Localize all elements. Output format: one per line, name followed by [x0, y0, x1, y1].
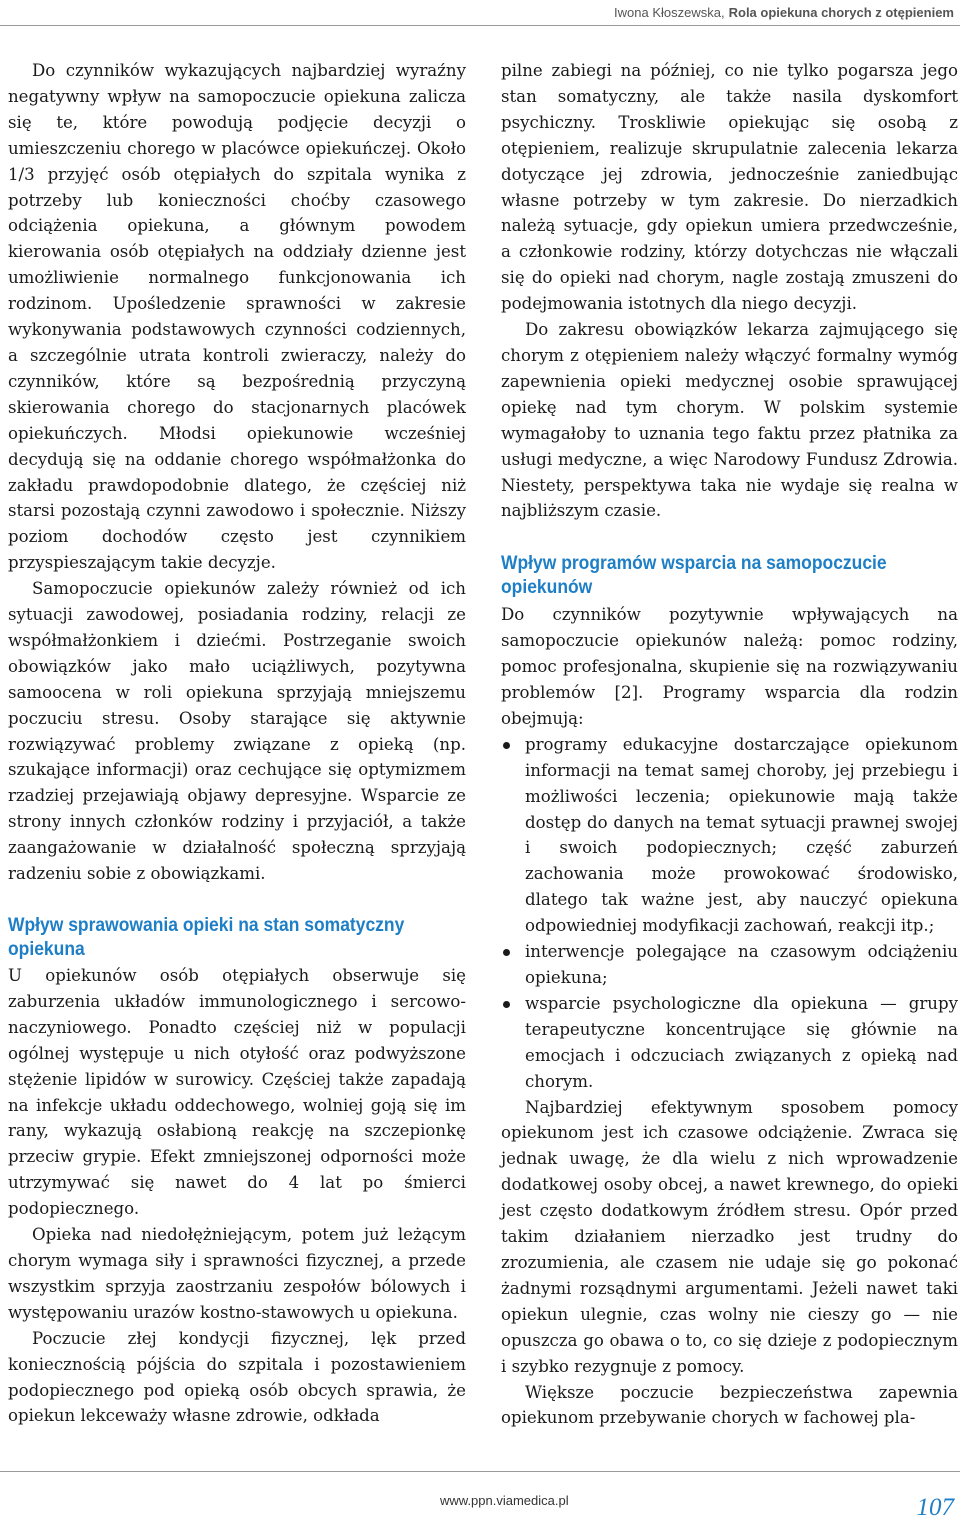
paragraph: pilne zabiegi na później, co nie tylko pogarsza jego stan somatyczny, ale także nasila dyskomfort psychiczny. Troskliwie opiekując się osobą z otępieniem, realizuje skrupulatnie zalecenia lekarza dotyczące jej zdrowia, jednocześnie zaniedbując własne potrzeby w tym zakresie. Do nierzadkich należą sytuacje, gdy opiekun umiera przedwcześnie, a członkowie rodziny, którzy dotychczas nie włączali się do opieki nad chorym, nagle zostają zmuszeni do podejmowania istotnych dla niego decyzji.: [501, 61, 958, 314]
page-number: 107: [916, 1494, 954, 1521]
list-item: [501, 939, 958, 991]
list-item: [501, 991, 958, 1095]
list-item-text: wsparcie psychologiczne dla opiekuna — grupy terapeutyczne koncentrujące się głównie na emocjach i odczuciach związanych z opieką nad chorym.: [525, 993, 958, 1091]
header-title: Rola opiekuna chorych z otępieniem: [728, 4, 954, 20]
footer-url-link[interactable]: www.ppn.viamedica.pl: [440, 1493, 569, 1508]
list-item-text: interwencje polegające na czasowym odciążeniu opiekuna;: [525, 942, 958, 987]
section-heading: Wpływ programów wsparcia na samopoczucie opiekunów: [501, 553, 887, 599]
bullet-icon: [503, 949, 510, 956]
paragraph: Opieka nad niedołężniejącym, potem już leżącym chorym wymaga siły i sprawności fizycznej, a przede wszystkim sprzyja zaostrzaniu zespołów bólowych i występowaniu urazów kostno-stawowych u opiekuna.: [8, 1225, 466, 1322]
header-author: Iwona Kłoszewska,: [614, 4, 725, 20]
paragraph: Samopoczucie opiekunów zależy również od ich sytuacji zawodowej, posiadania rodziny, relacji ze współmałżonkiem i dziećmi. Postrzeganie swoich obowiązków jako mało uciążliwych, pozytywna samoocena w roli opiekuna sprzyjają mniejszemu poczuciu stresu. Osoby starające się aktywnie rozwiązywać problemy związane z opieką (np. szukające informacji) oraz cechujące się optymizmem rzadziej przejawiają objawy depresyjne. Wsparcie ze strony innych członków rodziny i przyjaciół, a także zaangażowanie w działalność społeczną sprzyjają radzeniu sobie z obowiązkami.: [8, 579, 466, 884]
bullet-list: [501, 732, 958, 1095]
paragraph: U opiekunów osób otępiałych obserwuje się zaburzenia układów immunologicznego i sercowo-naczyniowego. Ponadto częściej niż w populacji ogólnej występuje u nich otyłość oraz podwyższone stężenie lipidów w surowicy. Częściej także zapadają na infekcje układu oddechowego, wolniej goją się im rany, wykazują osłabioną reakcję na szczepionkę przeciw grypie. Efekt zmniejszonej odporności może utrzymywać się nawet do 4 lat po śmierci podopiecznego.: [8, 966, 466, 1219]
footer-divider: [0, 1471, 960, 1472]
bullet-icon: [503, 742, 510, 749]
list-item: [501, 732, 958, 939]
paragraph: Do czynników pozytywnie wpływających na samopoczucie opiekunów należą: pomoc rodziny, pomoc profesjonalna, skupienie się na rozwiązywaniu problemów [2]. Programy wsparcia dla rodzin obejmują:: [501, 605, 958, 728]
paragraph: Większe poczucie bezpieczeństwa zapewnia opiekunom przebywanie chorych w fachowej pla-: [501, 1382, 958, 1428]
running-header: [614, 0, 954, 24]
list-item-text: programy edukacyjne dostarczające opiekunom informacji na temat samej choroby, jej przebiegu i możliwości leczenia; opiekunowie mają także dostęp do danych na temat sytuacji prawnej swojej i swoich podopiecznych; część zaburzeń zachowania może prowokować środowisko, dlatego tak ważne jest, aby nauczyć opiekuna odpowiedniej modyfikacji zachowań, reakcji itp.;: [525, 734, 958, 936]
header-divider: [0, 25, 960, 26]
paragraph: Najbardziej efektywnym sposobem pomocy opiekunom jest ich czasowe odciążenie. Zwraca się jednak uwagę, że dla wielu z nich wprowadzenie dodatkowej osoby obcej, a nawet krewnego, do opieki jest często dodatkowym źródłem stresu. Opór przed takim działaniem nierzadko jest trudny do zrozumienia, ale czasem nie udaje się go pokonać żadnymi rozsądnymi argumentami. Jeżeli nawet taki opiekun ulegnie, czas wolny nie cieszy go — nie opuszcza go obawa o to, co się dzieje z podopiecznym i szybko rezygnuje z pomocy.: [501, 1097, 958, 1376]
bullet-icon: [503, 1001, 510, 1008]
paragraph: Do zakresu obowiązków lekarza zajmującego się chorym z otępieniem należy włączyć formalny wymóg zapewnienia opieki medycznej osobie sprawującej opiekę nad tym chorym. W polskim systemie wymagałoby to uznania tego faktu przez płatnika za usługi medyczne, a więc Narodowy Fundusz Zdrowia. Niestety, perspektywa taka nie wydaje się realna w najbliższym czasie.: [501, 320, 958, 521]
section-heading: Wpływ sprawowania opieki na stan somatyczny opiekuna: [8, 915, 405, 960]
paragraph: Poczucie złej kondycji fizycznej, lęk przed koniecznością pójścia do szpitala i pozostawieniem podopiecznego pod opieką osób obcych sprawia, że opiekun lekceważy własne zdrowie, odkłada: [8, 1328, 466, 1426]
paragraph: Do czynników wykazujących najbardziej wyraźny negatywny wpływ na samopoczucie opiekuna zalicza się te, które powodują podjęcie decyzji o umieszczeniu chorego w placówce opiekuńczej. Około 1/3 przyjęć osób otępiałych do szpitala wynika z potrzeby lub konieczności choćby czasowego odciążenia opiekuna, a głównym powodem kierowania osób otępiałych na oddziały dzienne jest umożliwienie normalnego funkcjonowania ich rodzinom. Upośledzenie sprawności w zakresie wykonywania podstawowych czynności codziennych, a szczególnie utrata kontroli zwieraczy, należy do czynników, które są bezpośrednią przyczyną skierowania chorego do stacjonarnych placówek opiekuńczych. Młodsi opiekunowie wcześniej decydują się na oddanie chorego współmałżonka do zakładu prawdopodobnie dlatego, że częściej niż starsi pozostają czynni zawodowo i społecznie. Niższy poziom dochodów często jest czynnikiem przyspieszającym takie decyzje.: [8, 61, 466, 573]
left-column: [8, 58, 466, 1429]
right-column: [501, 58, 958, 1431]
